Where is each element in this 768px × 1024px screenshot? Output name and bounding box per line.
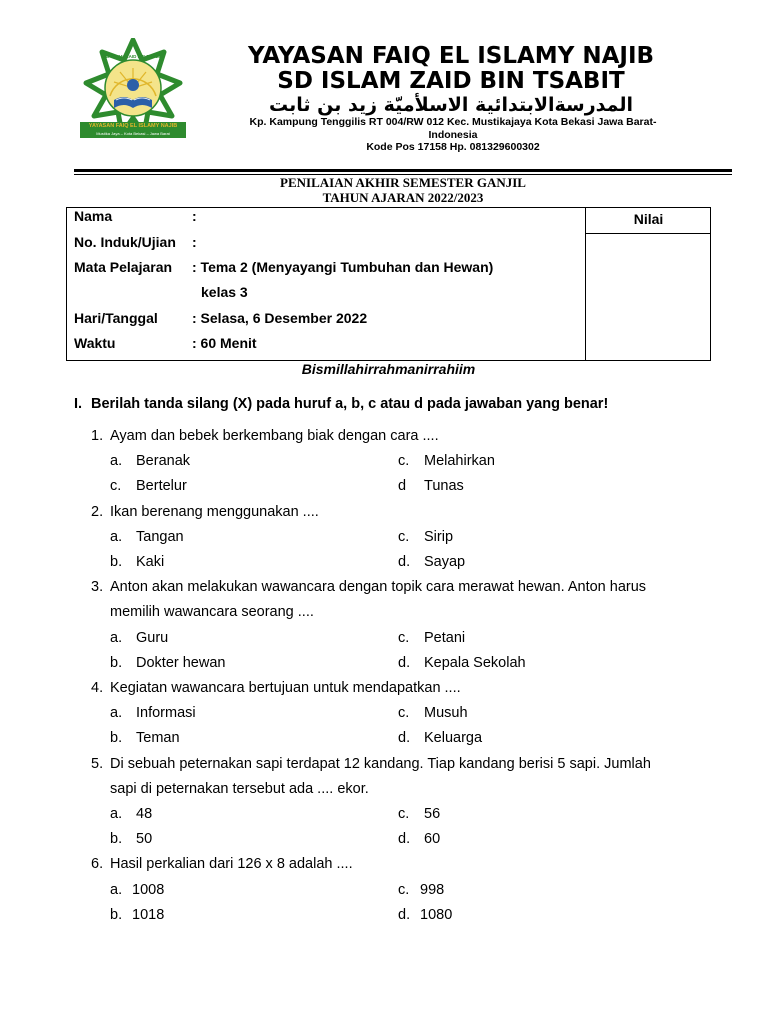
question-number: 4. [91, 680, 104, 696]
question-text: Hasil perkalian dari 126 x 8 adalah .... [110, 856, 353, 873]
duration-label: Waktu [74, 335, 116, 351]
option-text[interactable]: Sirip [424, 528, 454, 545]
question-text: Ayam dan bebek berkembang biak dengan cara .... [110, 428, 439, 444]
logo-banner-text: YAYASAN FAIQ EL ISLAMY NAJIB [88, 123, 178, 129]
school-name: SD ISLAM ZAID BIN TSABIT [277, 68, 625, 94]
option-letter: c. [398, 705, 410, 722]
option-text[interactable]: 60 [424, 831, 441, 848]
postal-and-phone: Kode Pos 17158 Hp. 081329600302 [366, 141, 540, 153]
option-text[interactable]: 48 [136, 806, 153, 822]
question-text: memilih wawancara seorang .... [110, 604, 314, 621]
option-text[interactable]: 1080 [420, 906, 453, 923]
subject-value: : Tema 2 (Menyayangi Tumbuhan dan Hewan) [192, 259, 494, 275]
option-letter: b. [110, 730, 123, 747]
option-text[interactable]: Sayap [424, 554, 466, 570]
option-letter: b. [110, 654, 123, 671]
score-header-divider [585, 233, 711, 234]
option-letter: a. [110, 806, 123, 822]
option-text[interactable]: 50 [136, 831, 153, 848]
option-letter: c. [398, 629, 410, 646]
option-letter: a. [110, 629, 123, 646]
question-number: 5. [91, 755, 104, 772]
duration-value: : 60 Menit [192, 335, 257, 351]
class-value: kelas 3 [201, 284, 248, 300]
question-number: 2. [91, 503, 104, 520]
opening-prayer: Bismillahirrahmanirrahiim [301, 361, 476, 377]
subject-label: Mata Pelajaran [74, 259, 173, 275]
option-text[interactable]: Melahirkan [424, 453, 495, 470]
option-text[interactable]: Kepala Sekolah [424, 654, 526, 671]
option-letter: a. [110, 881, 123, 898]
option-letter: c. [398, 881, 410, 898]
academic-year: TAHUN AJARAN 2022/2023 [322, 190, 484, 205]
option-text[interactable]: Keluarga [424, 730, 483, 747]
option-letter: d. [398, 554, 411, 570]
option-letter: d [398, 478, 407, 495]
logo-banner-subtext: Mustika Jaya – Kota Bekasi – Jawa Barat [96, 131, 170, 136]
option-text[interactable]: Informasi [136, 705, 196, 722]
option-text[interactable]: Tunas [424, 478, 464, 495]
option-text[interactable]: Musuh [424, 705, 468, 722]
option-letter: d. [398, 654, 411, 671]
question-number: 6. [91, 856, 104, 873]
identity-table-divider [585, 207, 586, 361]
option-letter: c. [398, 453, 410, 470]
header-divider [74, 169, 732, 172]
question-text: Kegiatan wawancara bertujuan untuk mendapatkan .... [110, 680, 461, 696]
option-letter: a. [110, 453, 123, 470]
option-letter: b. [110, 831, 123, 848]
question-text: Anton akan melakukan wawancara dengan topik cara merawat hewan. Anton harus [110, 579, 647, 596]
option-text[interactable]: Guru [136, 629, 169, 646]
option-text[interactable]: Petani [424, 629, 466, 646]
option-letter: b. [110, 906, 123, 923]
score-label: Nilai [633, 211, 664, 227]
option-text[interactable]: Beranak [136, 453, 191, 470]
section-text: Berilah tanda silang (X) pada huruf a, b, c atau d pada jawaban yang benar! [91, 396, 609, 412]
option-letter: c. [398, 528, 410, 545]
option-text[interactable]: 56 [424, 806, 441, 822]
question-number: 3. [91, 579, 104, 596]
option-letter: d. [398, 906, 411, 923]
section-number: I. [74, 396, 83, 412]
option-text[interactable]: Kaki [136, 554, 165, 570]
option-text[interactable]: Dokter hewan [136, 654, 226, 671]
option-text[interactable]: 998 [420, 881, 445, 898]
option-letter: a. [110, 528, 123, 545]
option-text[interactable]: Teman [136, 730, 180, 747]
date-label: Hari/Tanggal [74, 310, 158, 326]
option-text[interactable]: 1008 [132, 881, 165, 898]
logo-arc-text: SD ISLAM ZAID BIN TSABIT [103, 54, 163, 59]
exam-title: PENILAIAN AKHIR SEMESTER GANJIL [280, 175, 526, 190]
option-letter: d. [398, 730, 411, 747]
student-number-label: No. Induk/Ujian [74, 234, 176, 250]
option-letter: c. [110, 478, 122, 495]
option-letter: a. [110, 705, 123, 722]
question-number: 1. [91, 428, 104, 444]
school-address: Kp. Kampung Tenggilis RT 004/RW 012 Kec. Mustikajaya Kota Bekasi Jawa Barat- Indonesia [249, 116, 657, 141]
option-letter: b. [110, 554, 123, 570]
identity-table [66, 207, 711, 361]
question-text: sapi di peternakan tersebut ada .... ekor. [110, 780, 369, 797]
question-text: Ikan berenang menggunakan .... [110, 503, 319, 520]
option-text[interactable]: Tangan [136, 528, 184, 545]
question-text: Di sebuah peternakan sapi terdapat 12 kandang. Tiap kandang berisi 5 sapi. Jumlah [110, 755, 651, 772]
foundation-name: YAYASAN FAIQ EL ISLAMY NAJIB [247, 43, 655, 69]
option-text[interactable]: 1018 [132, 906, 165, 923]
date-value: : Selasa, 6 Desember 2022 [192, 310, 368, 326]
school-name-arabic: المدرسةالابتدائية الاسلأميّة زيد بن ثابت [268, 94, 634, 116]
name-label: Nama [74, 208, 113, 224]
name-value: : [192, 208, 197, 224]
option-letter: d. [398, 831, 411, 848]
option-text[interactable]: Bertelur [136, 478, 187, 495]
option-letter: c. [398, 806, 410, 822]
student-number-value: : [192, 234, 197, 250]
